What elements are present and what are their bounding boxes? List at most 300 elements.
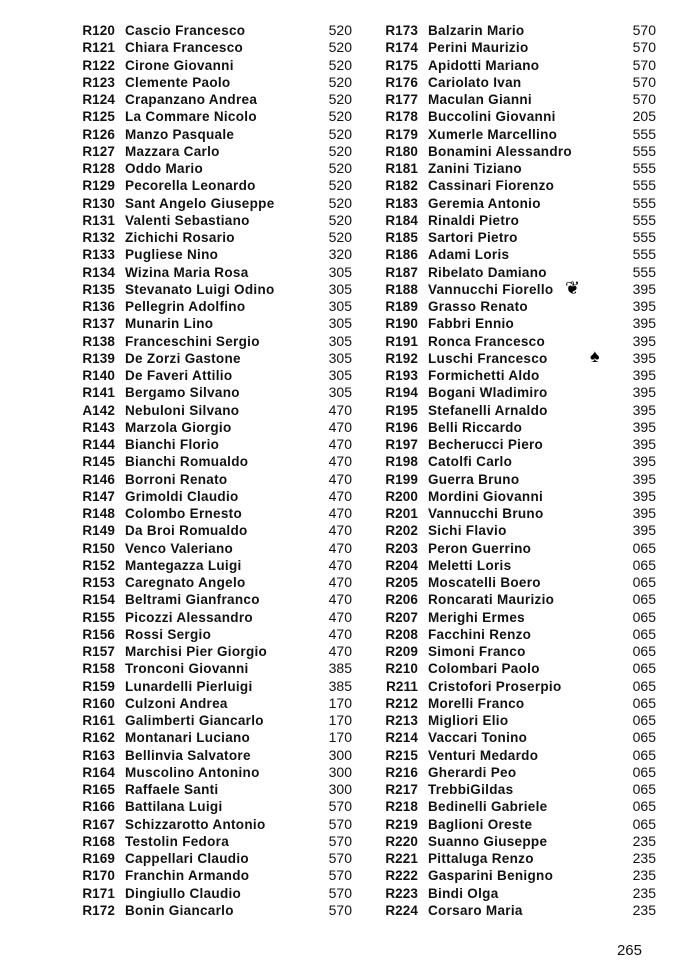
list-item: [368, 436, 656, 453]
entry-code: R192: [385, 350, 418, 366]
entry-code: R147: [82, 488, 115, 504]
list-item: [60, 195, 352, 212]
entry-name: Belli Riccardo: [428, 419, 523, 435]
entry-value: 300: [328, 746, 352, 763]
entry-name: Ribelato Damiano: [428, 264, 547, 280]
entry-value: 065: [632, 815, 656, 832]
list-item: [60, 850, 352, 867]
entry-code: R138: [82, 333, 115, 349]
entry-name: Ronca Francesco: [428, 333, 546, 349]
entry-value: 065: [632, 574, 656, 590]
entry-name: Venco Valeriano: [125, 540, 234, 556]
entry-code: R170: [82, 868, 115, 884]
entry-code: R217: [385, 782, 418, 797]
entry-value: 395: [632, 470, 656, 487]
entry-code: R149: [82, 523, 115, 539]
list-item: [60, 57, 352, 74]
entry-name: Sartori Pietro: [428, 230, 518, 245]
list-item: [60, 695, 352, 712]
entry-code: R218: [385, 799, 418, 815]
entry-name: Pecorella Leonardo: [125, 178, 256, 194]
entry-name: Venturi Medardo: [428, 747, 539, 763]
entry-code: R213: [385, 713, 418, 728]
list-item: [368, 678, 656, 695]
entry-code: R172: [82, 902, 115, 918]
entry-value: 305: [328, 332, 352, 349]
entry-name: Facchini Renzo: [428, 626, 532, 642]
entry-name: De Faveri Attilio: [125, 368, 233, 383]
list-item: [60, 729, 352, 746]
entry-code: R202: [385, 523, 418, 539]
entry-value: 470: [328, 418, 352, 435]
entry-code: A142: [82, 402, 115, 418]
entry-code: R179: [385, 126, 418, 142]
entry-value: 470: [328, 505, 352, 521]
entry-code: R157: [82, 644, 115, 659]
list-item: [368, 660, 656, 677]
list-item: [368, 712, 656, 729]
entry-code: R195: [385, 402, 418, 418]
entry-code: R190: [385, 316, 418, 332]
entry-value: 470: [328, 522, 352, 539]
ink-blot: ♠: [590, 346, 600, 366]
entry-code: R168: [82, 833, 115, 849]
entry-name: Pugliese Nino: [125, 247, 219, 263]
entry-name: Wizina Maria Rosa: [125, 264, 249, 280]
entry-value: 170: [328, 729, 352, 746]
entry-code: R212: [385, 695, 418, 711]
entry-name: Cascio Francesco: [125, 23, 246, 38]
entry-value: 065: [632, 591, 656, 608]
list-item: [60, 764, 352, 781]
list-item: [60, 660, 352, 677]
entry-value: 570: [632, 56, 656, 73]
entry-name: Vaccari Tonino: [428, 730, 528, 746]
list-item: [368, 384, 656, 401]
list-item: [60, 747, 352, 764]
list-item: [60, 229, 352, 246]
entry-code: R158: [82, 661, 115, 677]
list-item: [368, 419, 656, 436]
list-item: [368, 39, 656, 56]
entry-code: R181: [385, 161, 418, 176]
entry-name: Pellegrin Adolfino: [125, 299, 246, 314]
list-item: [368, 540, 656, 557]
entry-name: Lunardelli Pierluigi: [125, 678, 253, 694]
entry-name: Rinaldi Pietro: [428, 212, 520, 228]
entry-name: Tronconi Giovanni: [125, 661, 249, 677]
entry-code: R127: [82, 143, 115, 159]
entry-code: R219: [385, 816, 418, 832]
entry-value: 570: [328, 867, 352, 884]
list-item: [368, 350, 656, 367]
entry-code: R145: [82, 454, 115, 470]
entry-value: 065: [632, 608, 656, 625]
entry-name: Grimoldi Claudio: [125, 488, 239, 504]
entry-value: 395: [632, 401, 656, 418]
list-item: [60, 108, 352, 125]
entry-value: 395: [632, 505, 656, 521]
list-item: [60, 212, 352, 229]
list-item: [60, 453, 352, 470]
entry-code: R178: [385, 109, 418, 125]
entry-code: R207: [385, 609, 418, 625]
entry-code: R191: [385, 333, 418, 349]
entry-code: R206: [385, 592, 418, 608]
entry-value: 305: [328, 367, 352, 383]
entry-value: 555: [632, 229, 656, 245]
entry-name: Becherucci Piero: [428, 437, 544, 452]
entry-value: 395: [632, 349, 656, 366]
entry-code: R141: [82, 385, 115, 401]
entry-name: De Zorzi Gastone: [125, 350, 241, 366]
entry-name: Battilana Luigi: [125, 799, 223, 815]
entry-name: Gherardi Peo: [428, 764, 517, 780]
entry-name: Franceschini Sergio: [125, 333, 260, 349]
entry-value: 470: [328, 591, 352, 608]
entry-code: R205: [385, 575, 418, 590]
entry-value: 555: [632, 211, 656, 228]
entry-name: Formichetti Aldo: [428, 368, 540, 383]
list-item: [368, 488, 656, 505]
entry-name: Cariolato Ivan: [428, 74, 522, 90]
entry-value: 520: [328, 125, 352, 142]
entry-value: 520: [328, 73, 352, 90]
entry-name: Bianchi Florio: [125, 437, 220, 452]
entry-code: R196: [385, 419, 418, 435]
list-item: [368, 747, 656, 764]
entry-code: R166: [82, 799, 115, 815]
list-item: [368, 212, 656, 229]
list-item: [368, 833, 656, 850]
entry-code: R130: [82, 195, 115, 211]
list-item: [60, 505, 352, 522]
entry-name: Baglioni Oreste: [428, 816, 533, 832]
list-item: [60, 419, 352, 436]
entry-code: R198: [385, 454, 418, 470]
entry-name: Luschi Francesco: [428, 350, 548, 366]
entry-name: Dingiullo Claudio: [125, 885, 242, 901]
entry-value: 570: [328, 884, 352, 901]
entry-code: R197: [385, 437, 418, 452]
list-item: [60, 471, 352, 488]
entry-name: Pittaluga Renzo: [428, 851, 534, 866]
entry-value: 300: [328, 763, 352, 780]
list-item: [368, 264, 656, 281]
list-item: [368, 557, 656, 574]
entry-value: 555: [632, 194, 656, 211]
list-item: [368, 246, 656, 263]
entry-value: 395: [632, 315, 656, 332]
list-item: [60, 574, 352, 591]
entry-value: 520: [328, 211, 352, 228]
entry-name: Zanini Tiziano: [428, 161, 522, 176]
entry-value: 065: [632, 556, 656, 573]
entry-value: 235: [632, 850, 656, 866]
entry-code: R171: [82, 885, 115, 901]
entry-code: R177: [385, 92, 418, 107]
entry-value: 305: [328, 280, 352, 297]
list-item: [60, 712, 352, 729]
entry-name: Morelli Franco: [428, 695, 525, 711]
entry-value: 470: [328, 574, 352, 590]
list-item: [368, 764, 656, 781]
entry-value: 235: [632, 901, 656, 918]
entry-value: 570: [632, 39, 656, 56]
entry-value: 570: [328, 901, 352, 918]
entry-value: 235: [632, 832, 656, 849]
entry-code: R137: [82, 316, 115, 332]
entry-name: Culzoni Andrea: [125, 695, 228, 711]
entry-value: 065: [632, 712, 656, 728]
list-item: [368, 816, 656, 833]
list-item: [60, 281, 352, 298]
entry-name: Catolfi Carlo: [428, 454, 513, 470]
entry-code: R180: [385, 143, 418, 159]
entry-value: 395: [632, 418, 656, 435]
entry-name: Montanari Luciano: [125, 730, 251, 746]
entry-code: R203: [385, 540, 418, 556]
list-item: [60, 160, 352, 177]
entry-code: R200: [385, 488, 418, 504]
entry-code: R165: [82, 782, 115, 797]
entry-code: R169: [82, 851, 115, 866]
entry-name: Mantegazza Luigi: [125, 557, 242, 573]
entry-name: Xumerle Marcellino: [428, 126, 558, 142]
list-item: [60, 885, 352, 902]
entry-value: 305: [328, 298, 352, 314]
entry-value: 395: [632, 384, 656, 401]
entry-value: 470: [328, 470, 352, 487]
entry-code: R199: [385, 471, 418, 487]
entry-code: R144: [82, 437, 115, 452]
entry-value: 520: [328, 108, 352, 125]
list-item: [368, 177, 656, 194]
entry-value: 065: [632, 677, 656, 694]
entry-value: 470: [328, 487, 352, 504]
list-item: [60, 367, 352, 384]
entry-name: Bergamo Silvano: [125, 385, 240, 401]
list-item: [368, 57, 656, 74]
entry-code: R124: [82, 92, 115, 107]
entry-code: R176: [385, 74, 418, 90]
entry-code: R128: [82, 161, 115, 176]
entry-value: 395: [632, 280, 656, 297]
list-item: [60, 333, 352, 350]
entry-value: 305: [328, 349, 352, 366]
list-item: [368, 609, 656, 626]
entry-value: 395: [632, 367, 656, 383]
entry-code: R204: [385, 557, 418, 573]
entry-code: R143: [82, 419, 115, 435]
entry-value: 300: [328, 781, 352, 797]
entry-code: R184: [385, 212, 418, 228]
entry-name: Manzo Pasquale: [125, 126, 235, 142]
entry-value: 065: [632, 729, 656, 746]
entry-name: Cristofori Proserpio: [428, 678, 562, 694]
list-item: [60, 816, 352, 833]
entry-value: 065: [632, 539, 656, 556]
list-item: [368, 643, 656, 660]
entry-code: R148: [82, 506, 115, 521]
entry-name: Bedinelli Gabriele: [428, 799, 548, 815]
entry-code: R215: [385, 747, 418, 763]
entry-code: R214: [385, 730, 418, 746]
list-item: [368, 74, 656, 91]
entry-code: R223: [385, 885, 418, 901]
entry-name: Bonamini Alessandro: [428, 143, 572, 159]
entry-code: R129: [82, 178, 115, 194]
entry-code: R221: [385, 851, 418, 866]
entry-code: R216: [385, 764, 418, 780]
entry-value: 305: [328, 315, 352, 332]
entry-name: Borroni Renato: [125, 471, 228, 487]
entry-name: Clemente Paolo: [125, 74, 231, 90]
entry-value: 065: [632, 694, 656, 711]
entry-name: Testolin Fedora: [125, 833, 230, 849]
entry-value: 470: [328, 625, 352, 642]
entry-code: R167: [82, 816, 115, 832]
entry-value: 520: [328, 39, 352, 56]
entry-code: R194: [385, 385, 418, 401]
entry-name: Moscatelli Boero: [428, 575, 541, 590]
entry-value: 395: [632, 332, 656, 349]
list-item: [368, 108, 656, 125]
entry-value: 520: [328, 177, 352, 194]
entry-name: Vannucchi Fiorello: [428, 281, 554, 297]
entry-value: 065: [632, 660, 656, 677]
list-item: [60, 867, 352, 884]
entry-name: Peron Guerrino: [428, 540, 532, 556]
entry-name: Sant Angelo Giuseppe: [125, 195, 275, 211]
list-item: [60, 557, 352, 574]
entry-value: 395: [632, 522, 656, 539]
entry-code: R224: [385, 902, 418, 918]
list-item: [368, 126, 656, 143]
entry-value: 395: [632, 298, 656, 314]
list-item: [368, 367, 656, 384]
entry-name: Grasso Renato: [428, 299, 528, 314]
list-item: [60, 22, 352, 39]
entry-name: TrebbiGildas: [428, 782, 514, 797]
entry-code: R175: [385, 57, 418, 73]
list-item: [368, 850, 656, 867]
entry-code: R140: [82, 368, 115, 383]
list-item: [60, 246, 352, 263]
list-item: [60, 74, 352, 91]
entry-value: 065: [632, 781, 656, 797]
list-item: [368, 195, 656, 212]
list-item: [368, 315, 656, 332]
entry-name: Muscolino Antonino: [125, 764, 260, 780]
entry-name: Franchin Armando: [125, 868, 250, 884]
entry-value: 555: [632, 125, 656, 142]
entry-code: R156: [82, 626, 115, 642]
entry-name: Apidotti Mariano: [428, 57, 540, 73]
entry-code: R161: [82, 713, 115, 728]
list-item: [60, 350, 352, 367]
entry-name: Sichi Flavio: [428, 523, 507, 539]
entry-value: 520: [328, 91, 352, 107]
entry-code: R154: [82, 592, 115, 608]
entry-name: Vannucchi Bruno: [428, 506, 544, 521]
entry-code: R182: [385, 178, 418, 194]
entry-name: Simoni Franco: [428, 644, 526, 659]
list-item: [60, 384, 352, 401]
entry-code: R153: [82, 575, 115, 590]
entry-code: R131: [82, 212, 115, 228]
entry-name: Colombo Ernesto: [125, 506, 243, 521]
entry-name: Da Broi Romualdo: [125, 523, 248, 539]
entry-code: R155: [82, 609, 115, 625]
entry-value: 065: [632, 763, 656, 780]
entry-code: R186: [385, 247, 418, 263]
entry-name: Stefanelli Arnaldo: [428, 402, 548, 418]
entry-value: 320: [328, 246, 352, 263]
entry-name: Perini Maurizio: [428, 40, 529, 56]
entry-code: R210: [385, 661, 418, 677]
entry-name: Schizzarotto Antonio: [125, 816, 266, 832]
entry-name: Zichichi Rosario: [125, 230, 235, 245]
entry-code: R163: [82, 747, 115, 763]
entry-name: Marchisi Pier Giorgio: [125, 644, 268, 659]
list-item: [368, 591, 656, 608]
ink-blot: ❦: [565, 278, 581, 298]
entry-code: R121: [82, 40, 115, 56]
entry-name: Chiara Francesco: [125, 40, 244, 56]
entry-code: R126: [82, 126, 115, 142]
entry-code: R164: [82, 764, 115, 780]
entry-code: R159: [82, 678, 115, 694]
entry-name: Munarin Lino: [125, 316, 214, 332]
entry-code: R125: [82, 109, 115, 125]
entry-code: R222: [385, 868, 418, 884]
entry-name: Cappellari Claudio: [125, 851, 249, 866]
entry-code: R150: [82, 540, 115, 556]
entry-name: Meletti Loris: [428, 557, 512, 573]
list-item: [60, 609, 352, 626]
list-item: [60, 298, 352, 315]
list-item: [60, 643, 352, 660]
entry-value: 470: [328, 556, 352, 573]
entry-value: 470: [328, 539, 352, 556]
entry-value: 570: [632, 22, 656, 38]
list-item: [60, 833, 352, 850]
entry-value: 470: [328, 436, 352, 452]
entry-name: Mazzara Carlo: [125, 143, 220, 159]
entry-name: Beltrami Gianfranco: [125, 592, 260, 608]
entry-value: 065: [632, 746, 656, 763]
entry-name: Gasparini Benigno: [428, 868, 554, 884]
entry-value: 470: [328, 401, 352, 418]
list-item: [368, 453, 656, 470]
entry-name: Bogani Wladimiro: [428, 385, 548, 401]
entry-name: Marzola Giorgio: [125, 419, 232, 435]
entry-value: 470: [328, 453, 352, 470]
entry-value: 470: [328, 643, 352, 659]
entry-value: 570: [632, 91, 656, 107]
entry-value: 065: [632, 798, 656, 815]
entry-name: Balzarin Mario: [428, 23, 525, 38]
list-item: [60, 177, 352, 194]
entry-name: Suanno Giuseppe: [428, 833, 548, 849]
entry-name: Bianchi Romualdo: [125, 454, 249, 470]
list-item: [368, 626, 656, 643]
entry-value: 520: [328, 160, 352, 176]
entry-name: Stevanato Luigi Odino: [125, 281, 275, 297]
list-item: [60, 39, 352, 56]
entry-value: 520: [328, 56, 352, 73]
